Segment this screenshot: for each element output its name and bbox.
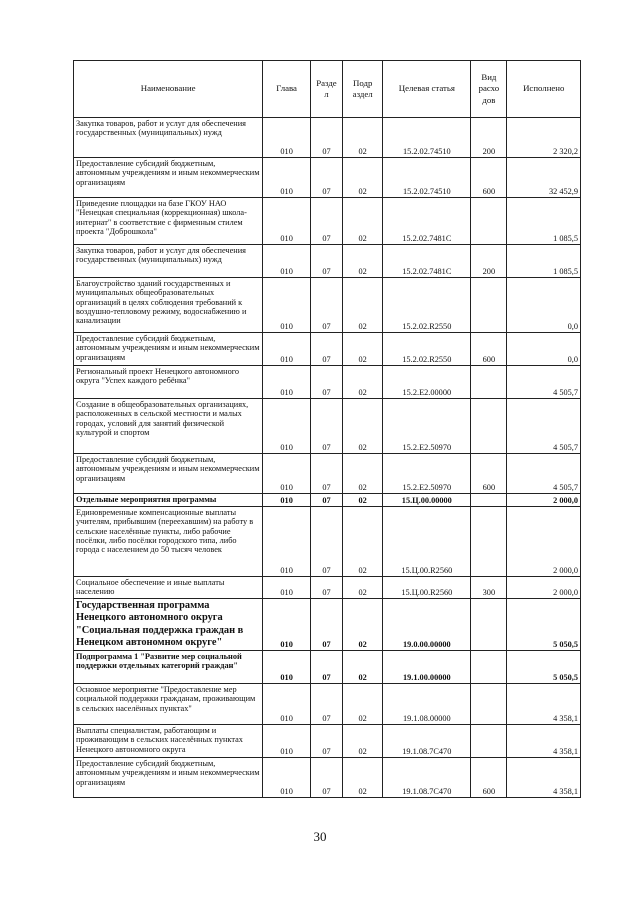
cell-razdel: 07 bbox=[310, 399, 342, 454]
cell-vr: 200 bbox=[471, 118, 507, 158]
cell-name: Государственная программа Ненецкого автономного округа "Социальная поддержка граждан в Ненецком автономном округе" bbox=[74, 599, 263, 651]
cell-vr: 600 bbox=[471, 454, 507, 494]
cell-name: Единовременные компенсационные выплаты учителям, прибывшим (переехавшим) на работу в сельские населённые пункты, либо рабочие посёлки, либо посёлки городского типа, либо города с населением до 50 тысяч человек bbox=[74, 507, 263, 577]
cell-name: Выплаты специалистам, работающим и проживающим в сельских населённых пунктах Ненецкого автономного округа bbox=[74, 725, 263, 758]
cell-razdel: 07 bbox=[310, 758, 342, 798]
cell-sum: 5 050,5 bbox=[507, 651, 581, 684]
cell-csr: 15.Ц.00.R2560 bbox=[383, 577, 471, 599]
cell-name: Создание в общеобразовательных организациях, расположенных в сельской местности и малых городах, условий для занятий физической культурой и спортом bbox=[74, 399, 263, 454]
cell-csr: 15.2.02.74510 bbox=[383, 118, 471, 158]
cell-name: Закупка товаров, работ и услуг для обеспечения государственных (муниципальных) нужд bbox=[74, 118, 263, 158]
col-header-csr: Целевая статья bbox=[383, 61, 471, 118]
cell-glava: 010 bbox=[263, 278, 311, 333]
cell-glava: 010 bbox=[263, 245, 311, 278]
table-row bbox=[74, 366, 581, 399]
col-header-vr: Вид расхо дов bbox=[471, 61, 507, 118]
cell-name: Приведение площадки на базе ГКОУ НАО "Ненецкая специальная (коррекционная) школа-интернат" в соответствие с фирменным стилем проекта "Доброшкола" bbox=[74, 198, 263, 245]
col-header-glava: Глава bbox=[263, 61, 311, 118]
cell-podrazdel: 02 bbox=[343, 494, 383, 507]
cell-razdel: 07 bbox=[310, 118, 342, 158]
cell-sum: 5 050,5 bbox=[507, 599, 581, 651]
cell-razdel: 07 bbox=[310, 494, 342, 507]
table-row bbox=[74, 758, 581, 798]
cell-vr: 200 bbox=[471, 245, 507, 278]
cell-vr bbox=[471, 599, 507, 651]
cell-glava: 010 bbox=[263, 158, 311, 198]
table-row bbox=[74, 399, 581, 454]
cell-razdel: 07 bbox=[310, 507, 342, 577]
cell-glava: 010 bbox=[263, 599, 311, 651]
cell-razdel: 07 bbox=[310, 245, 342, 278]
cell-podrazdel: 02 bbox=[343, 599, 383, 651]
cell-glava: 010 bbox=[263, 399, 311, 454]
cell-csr: 15.2.Е2.50970 bbox=[383, 399, 471, 454]
table-row bbox=[74, 245, 581, 278]
cell-csr: 15.2.Е2.50970 bbox=[383, 454, 471, 494]
cell-sum: 2 000,0 bbox=[507, 577, 581, 599]
cell-razdel: 07 bbox=[310, 725, 342, 758]
cell-sum: 4 358,1 bbox=[507, 758, 581, 798]
cell-csr: 19.1.00.00000 bbox=[383, 651, 471, 684]
cell-csr: 15.2.02.7481С bbox=[383, 198, 471, 245]
cell-razdel: 07 bbox=[310, 158, 342, 198]
cell-razdel: 07 bbox=[310, 366, 342, 399]
cell-csr: 15.2.02.R2550 bbox=[383, 278, 471, 333]
cell-name: Благоустройство зданий государственных и муниципальных общеобразовательных организаций в целях соблюдения требований к воздушно-тепловому режиму, водоснабжению и канализации bbox=[74, 278, 263, 333]
cell-razdel: 07 bbox=[310, 651, 342, 684]
cell-glava: 010 bbox=[263, 118, 311, 158]
table-row bbox=[74, 494, 581, 507]
cell-vr bbox=[471, 366, 507, 399]
cell-name: Отдельные мероприятия программы bbox=[74, 494, 263, 507]
table-row bbox=[74, 158, 581, 198]
cell-glava: 010 bbox=[263, 725, 311, 758]
cell-name: Предоставление субсидий бюджетным, автономным учреждениям и иным некоммерческим организациям bbox=[74, 333, 263, 366]
col-header-name: Наименование bbox=[74, 61, 263, 118]
cell-name: Региональный проект Ненецкого автономного округа "Успех каждого ребёнка" bbox=[74, 366, 263, 399]
cell-podrazdel: 02 bbox=[343, 684, 383, 725]
cell-vr: 300 bbox=[471, 577, 507, 599]
cell-csr: 19.1.08.00000 bbox=[383, 684, 471, 725]
cell-podrazdel: 02 bbox=[343, 118, 383, 158]
cell-podrazdel: 02 bbox=[343, 758, 383, 798]
cell-podrazdel: 02 bbox=[343, 158, 383, 198]
cell-sum: 2 000,0 bbox=[507, 507, 581, 577]
cell-podrazdel: 02 bbox=[343, 366, 383, 399]
cell-sum: 4 358,1 bbox=[507, 684, 581, 725]
cell-podrazdel: 02 bbox=[343, 198, 383, 245]
cell-csr: 15.2.Е2.00000 bbox=[383, 366, 471, 399]
cell-razdel: 07 bbox=[310, 454, 342, 494]
cell-csr: 15.2.02.R2550 bbox=[383, 333, 471, 366]
cell-csr: 15.2.02.74510 bbox=[383, 158, 471, 198]
cell-razdel: 07 bbox=[310, 684, 342, 725]
cell-glava: 010 bbox=[263, 198, 311, 245]
cell-podrazdel: 02 bbox=[343, 278, 383, 333]
cell-sum: 4 505,7 bbox=[507, 454, 581, 494]
cell-podrazdel: 02 bbox=[343, 454, 383, 494]
cell-podrazdel: 02 bbox=[343, 577, 383, 599]
cell-glava: 010 bbox=[263, 577, 311, 599]
table-row bbox=[74, 651, 581, 684]
cell-csr: 19.1.08.7С470 bbox=[383, 758, 471, 798]
table-row bbox=[74, 454, 581, 494]
cell-name: Подпрограмма 1 "Развитие мер социальной поддержки отдельных категорий граждан" bbox=[74, 651, 263, 684]
cell-csr: 15.2.02.7481С bbox=[383, 245, 471, 278]
cell-glava: 010 bbox=[263, 651, 311, 684]
table-row bbox=[74, 507, 581, 577]
cell-vr: 600 bbox=[471, 333, 507, 366]
table-row bbox=[74, 333, 581, 366]
cell-csr: 15.Ц.00.R2560 bbox=[383, 507, 471, 577]
table-row bbox=[74, 599, 581, 651]
cell-sum: 2 000,0 bbox=[507, 494, 581, 507]
cell-name: Предоставление субсидий бюджетным, автономным учреждениям и иным некоммерческим организациям bbox=[74, 758, 263, 798]
cell-podrazdel: 02 bbox=[343, 333, 383, 366]
cell-vr bbox=[471, 684, 507, 725]
cell-razdel: 07 bbox=[310, 577, 342, 599]
cell-csr: 15.Ц.00.00000 bbox=[383, 494, 471, 507]
cell-glava: 010 bbox=[263, 454, 311, 494]
table-row bbox=[74, 278, 581, 333]
cell-vr bbox=[471, 507, 507, 577]
cell-sum: 32 452,9 bbox=[507, 158, 581, 198]
cell-vr bbox=[471, 494, 507, 507]
cell-vr bbox=[471, 198, 507, 245]
cell-name: Социальное обеспечение и иные выплаты населению bbox=[74, 577, 263, 599]
cell-podrazdel: 02 bbox=[343, 507, 383, 577]
cell-name: Закупка товаров, работ и услуг для обеспечения государственных (муниципальных) нужд bbox=[74, 245, 263, 278]
cell-glava: 010 bbox=[263, 684, 311, 725]
cell-sum: 0,0 bbox=[507, 278, 581, 333]
col-header-sum: Исполнено bbox=[507, 61, 581, 118]
cell-razdel: 07 bbox=[310, 333, 342, 366]
cell-sum: 0,0 bbox=[507, 333, 581, 366]
table-row bbox=[74, 198, 581, 245]
cell-podrazdel: 02 bbox=[343, 651, 383, 684]
cell-csr: 19.0.00.00000 bbox=[383, 599, 471, 651]
cell-razdel: 07 bbox=[310, 198, 342, 245]
cell-razdel: 07 bbox=[310, 278, 342, 333]
cell-sum: 4 358,1 bbox=[507, 725, 581, 758]
cell-glava: 010 bbox=[263, 494, 311, 507]
col-header-podrazdel: Подр аздел bbox=[343, 61, 383, 118]
page-number: 30 bbox=[313, 829, 327, 844]
cell-sum: 4 505,7 bbox=[507, 399, 581, 454]
cell-name: Основное мероприятие "Предоставление мер социальной поддержки гражданам, проживающим в сельских населённых пунктах" bbox=[74, 684, 263, 725]
table-header bbox=[74, 61, 581, 118]
cell-glava: 010 bbox=[263, 507, 311, 577]
table-row bbox=[74, 684, 581, 725]
table-row bbox=[74, 577, 581, 599]
cell-sum: 1 085,5 bbox=[507, 245, 581, 278]
cell-vr: 600 bbox=[471, 158, 507, 198]
cell-glava: 010 bbox=[263, 758, 311, 798]
cell-sum: 1 085,5 bbox=[507, 198, 581, 245]
table-body bbox=[74, 118, 581, 798]
cell-csr: 19.1.08.7С470 bbox=[383, 725, 471, 758]
cell-sum: 4 505,7 bbox=[507, 366, 581, 399]
cell-vr bbox=[471, 278, 507, 333]
cell-podrazdel: 02 bbox=[343, 399, 383, 454]
cell-vr: 600 bbox=[471, 758, 507, 798]
cell-vr bbox=[471, 651, 507, 684]
table-row bbox=[74, 118, 581, 158]
budget-table bbox=[73, 60, 581, 798]
col-header-razdel: Разде л bbox=[310, 61, 342, 118]
table-row bbox=[74, 725, 581, 758]
cell-podrazdel: 02 bbox=[343, 725, 383, 758]
cell-sum: 2 320,2 bbox=[507, 118, 581, 158]
cell-podrazdel: 02 bbox=[343, 245, 383, 278]
cell-name: Предоставление субсидий бюджетным, автономным учреждениям и иным некоммерческим организациям bbox=[74, 158, 263, 198]
cell-vr bbox=[471, 725, 507, 758]
cell-vr bbox=[471, 399, 507, 454]
cell-glava: 010 bbox=[263, 333, 311, 366]
cell-glava: 010 bbox=[263, 366, 311, 399]
cell-name: Предоставление субсидий бюджетным, автономным учреждениям и иным некоммерческим организациям bbox=[74, 454, 263, 494]
cell-razdel: 07 bbox=[310, 599, 342, 651]
